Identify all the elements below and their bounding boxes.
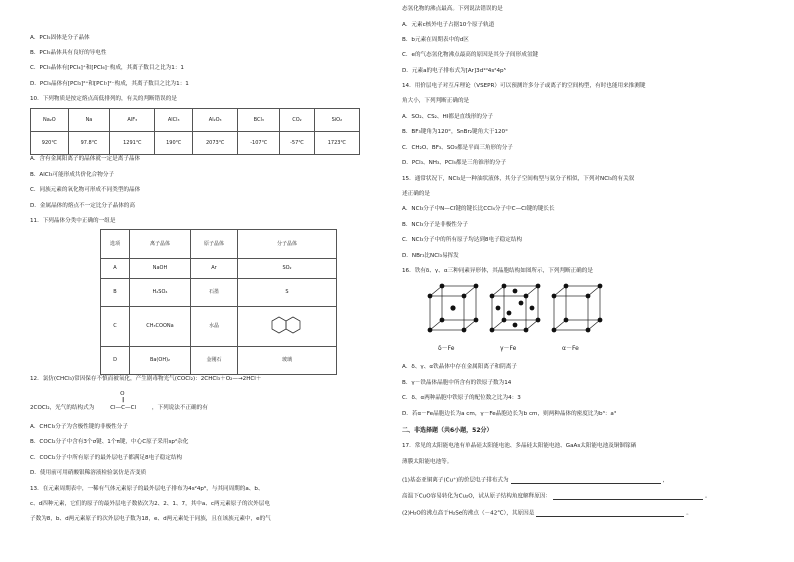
q11-stem: 11．下列晶体分类中正确的一组是 <box>30 218 116 224</box>
q13-option-d: D．元素a的电子排布式为[Ar]3d¹⁰4s²4p⁵ <box>402 68 506 74</box>
table-cell: SiO₂ <box>314 109 359 132</box>
table-cell: AlCl₃ <box>155 109 193 132</box>
q12-stem-line1: 12．氯仿(CHCl₃)常因保存不慎而被氧化，产生剧毒物光气(COCl₂)：2CHCl₃＋O₂—→2HCl＋ <box>30 376 262 382</box>
q12-option-d: D．使用前可用硝酸银稀溶液检验氯仿是否变质 <box>30 470 147 476</box>
table-row <box>31 109 360 132</box>
q16-option-d: D．若α－Fe晶胞边长为a cm，γ－Fe晶胞边长为b cm，则两种晶体的密度比为b³：a³ <box>402 411 617 417</box>
q14-option-b: B．BF₃键角为120°，SnBr₂键角大于120° <box>402 129 508 135</box>
table-cell: BCl₃ <box>238 109 280 132</box>
table-cell: 1723℃ <box>314 132 359 155</box>
formula-main-chain: Cl—C—Cl <box>110 405 137 411</box>
table-cell: 920℃ <box>31 132 69 155</box>
q9-option-a: A．PCl₅固体是分子晶体 <box>30 35 90 41</box>
table-cell: CH₃COONa <box>130 307 191 347</box>
q10-option-a: A．含有金属阳离子的晶体就一定是离子晶体 <box>30 156 141 162</box>
iron-unit-cell-diagrams <box>424 282 624 357</box>
table-cell: CO₂ <box>280 109 315 132</box>
q17-part1-question: 高温下CuO容易转化为Cu₂O，试从原子结构角度解释原因： <box>402 493 552 500</box>
q16-stem: 16．铁有δ、γ、α三种同素异形体，其晶胞结构如图所示，下列判断正确的是 <box>402 268 593 274</box>
q12-option-c: C．COCl₂分子中所有原子的最外层电子都满足8电子稳定结构 <box>30 455 183 461</box>
section-heading: 二、非选择题（共6小题，52分） <box>402 427 493 434</box>
q13-option-b: B．b元素在周期表中的d区 <box>402 37 469 43</box>
crystal-classification-table <box>100 229 337 375</box>
q13-option-c: C．e的气态氢化物沸点最高的原因是其分子间形成氢键 <box>402 52 539 58</box>
q15-option-c: C．NCl₃分子中的所有原子均达到8电子稳定结构 <box>402 237 523 243</box>
q17-stem-line1: 17．常见的太阳能电池有单晶硅太阳能电池、多晶硅太阳能电池、GaAs太阳能电池及铜铟镓硒 <box>402 443 637 449</box>
q12-option-b: B．COCl₂分子中含有3个σ键、1个π键，中心C原子采用sp²杂化 <box>30 439 189 445</box>
table-cell: 97.8℃ <box>68 132 109 155</box>
table-header: 原子晶体 <box>191 230 238 259</box>
answer-blank[interactable] <box>511 478 661 484</box>
q15-option-d: D．NBr₃比NCl₃易挥发 <box>402 253 459 259</box>
table-cell: D <box>101 347 130 375</box>
formula-double-bond: ‖ <box>122 397 125 403</box>
table-cell: -107℃ <box>238 132 280 155</box>
table-row <box>101 230 337 259</box>
q17-part2-line: (2)H₂O的沸点高于H₂Se的沸点（－42℃），其原因是 。 <box>402 510 692 517</box>
q10-stem: 10．下列物质是按定熔点高低排列的，有关的判断错误的是 <box>30 96 177 102</box>
q14-stem-line2: 角大小，下列判断正确的是 <box>402 98 470 104</box>
phosgene-structural-formula <box>96 391 150 412</box>
q16-option-a: A．δ、γ、α铁晶体中存在金属阳离子和阴离子 <box>402 364 517 370</box>
q17-part2-prompt: (2)H₂O的沸点高于H₂Se的沸点（－42℃），其原因是 <box>402 510 535 517</box>
delta-fe-cell <box>428 284 479 352</box>
table-cell: -57℃ <box>280 132 315 155</box>
q9-option-b: B．PCl₅晶体具有良好的导电性 <box>30 50 107 56</box>
table-header: 分子晶体 <box>238 230 337 259</box>
table-cell: 水晶 <box>191 307 238 347</box>
table-cell: Al₂O₃ <box>193 109 238 132</box>
q13-stem-continued: 态氢化物的沸点最高。下列说法错误的是 <box>402 6 503 12</box>
q15-stem: 15．通常状况下，NCl₃是一种油状液体，其分子空间构型与氨分子相似，下列对NCl₃的有关叙 <box>402 176 635 182</box>
table-cell: NaOH <box>130 259 191 279</box>
q14-option-a: A．SO₂、CS₂、HI都是直线形的分子 <box>402 114 494 120</box>
q15-stem-line2: 述正确的是 <box>402 191 430 197</box>
table-cell: S <box>238 279 337 307</box>
answer-blank[interactable] <box>553 494 703 500</box>
q10-option-b: B．AlCl₃可能形成共价化合物分子 <box>30 172 115 178</box>
q14-option-c: C．CH₂O、BF₃、SO₃都是平面三角形的分子 <box>402 145 513 151</box>
table-row <box>31 132 360 155</box>
naphthalene-icon <box>270 315 304 335</box>
gamma-fe-cell <box>490 284 541 352</box>
q12-stem-line2 <box>30 391 208 412</box>
answer-blank[interactable] <box>536 511 684 517</box>
q13-stem-line2: c、d四种元素，它们的原子的最外层电子数依次为2、2、1、7，其中a、c两元素原子的次外层电 <box>30 501 270 507</box>
q16-option-b: B．γ－铁晶体晶胞中所含有的铁原子数为14 <box>402 380 512 386</box>
table-cell: H₂SO₄ <box>130 279 191 307</box>
table-row <box>101 347 337 375</box>
q15-option-b: B．NCl₃分子是非极性分子 <box>402 222 469 228</box>
table-row <box>101 259 337 279</box>
table-cell: SO₂ <box>238 259 337 279</box>
table-cell: 金刚石 <box>191 347 238 375</box>
table-row <box>101 279 337 307</box>
table-cell: AlF₃ <box>110 109 155 132</box>
table-cell: 1291℃ <box>110 132 155 155</box>
q17-part1-line2: 高温下CuO容易转化为Cu₂O，试从原子结构角度解释原因： 。 <box>402 493 711 500</box>
alpha-fe-cell <box>552 284 603 352</box>
q12-stem-part-b: ，下列说法不正确的有 <box>151 405 208 411</box>
q16-option-c: C．δ、α两种晶胞中铁原子的配位数之比为4：3 <box>402 395 521 401</box>
table-cell: 玻璃 <box>238 347 337 375</box>
table-cell: Ba(OH)₂ <box>130 347 191 375</box>
q13-stem-line3: 子数为8，b、d两元素原子的次外层电子数为18，e、d两元素处于同族，且在该族元素中，e的气 <box>30 516 271 522</box>
q15-option-a: A．NCl₃分子中N—Cl键的键长比CCl₄分子中C—Cl键的键长长 <box>402 206 555 212</box>
table-cell: 石墨 <box>191 279 238 307</box>
q14-option-d: D．PCl₃、NH₃、PCl₅都是三角锥形的分子 <box>402 160 507 166</box>
table-cell: Na <box>68 109 109 132</box>
q17-stem-line2: 薄膜太阳能电池等。 <box>402 459 453 465</box>
table-header: 选项 <box>101 230 130 259</box>
q10-option-c: C．同族元素的氧化物可形成不同类型的晶体 <box>30 187 141 193</box>
alpha-fe-label: α－Fe <box>562 345 579 352</box>
q17-part1-line: (1)基态亚铜离子(Cu⁺)的价层电子排布式为 ， <box>402 477 669 484</box>
q9-option-d: D．PCl₅晶体有[PCl₃]²⁺和[PCl₇]²⁻构成，其离子数目之比为1：1 <box>30 81 189 87</box>
q17-part1-prompt: (1)基态亚铜离子(Cu⁺)的价层电子排布式为 <box>402 477 509 484</box>
table-row <box>101 307 337 347</box>
table-cell: B <box>101 279 130 307</box>
q10-option-d: D．金属晶体的熔点不一定比分子晶体的高 <box>30 203 135 209</box>
melting-point-table <box>30 108 360 155</box>
q14-stem: 14．用价层电子对互斥理论（VSEPR）可以预测许多分子或离子的空间构型，有时也能用来推测键 <box>402 83 646 89</box>
delta-fe-label: δ－Fe <box>438 345 455 352</box>
table-header: 离子晶体 <box>130 230 191 259</box>
naphthalene-structure <box>238 307 337 347</box>
table-cell: 2073℃ <box>193 132 238 155</box>
gamma-fe-label: γ－Fe <box>500 345 517 352</box>
table-cell: A <box>101 259 130 279</box>
table-cell: Na₂O <box>31 109 69 132</box>
q13-stem-line1: 13．在元素周期表中，一稀有气体元素原子的最外层电子排布为4s²4p⁶，与其同周期的a、b、 <box>30 486 264 492</box>
q12-option-a: A．CHCl₃分子为含极性键的非极性分子 <box>30 424 128 430</box>
formula-oxygen: O <box>120 391 125 397</box>
table-cell: 190℃ <box>155 132 193 155</box>
q12-stem-part-a: 2COCl₂，光气的结构式为 <box>30 405 95 411</box>
table-cell: Ar <box>191 259 238 279</box>
table-cell: C <box>101 307 130 347</box>
q9-option-c: C．PCl₅晶体有[PCl₄]⁺和[PCl₆]⁻构成，其离子数目之比为1：1 <box>30 65 184 71</box>
q13-option-a: A．元素c核外电子占据10个原子轨道 <box>402 22 495 28</box>
